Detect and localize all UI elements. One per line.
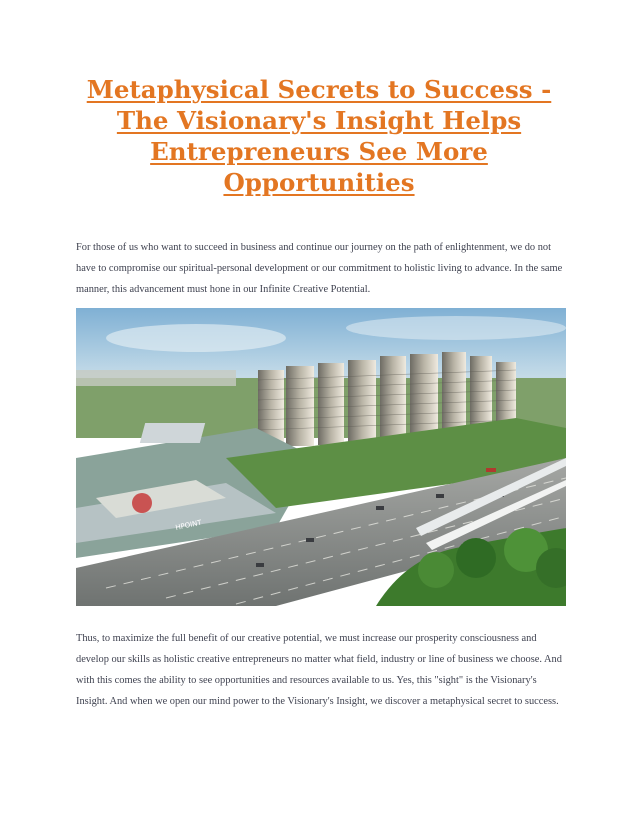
- mall-sign: HPOINT: [174, 518, 203, 532]
- development-aerial-photo: [76, 308, 566, 606]
- article-title: Metaphysical Secrets to Success - The Visionary's Insight Helps Entrepreneurs See More Opportunities: [86, 75, 552, 197]
- body-paragraph: Thus, to maximize the full benefit of our creative potential, we must increase our prosperity consciousness and develop our skills as holistic creative entrepreneurs no matter what field, industry or line of business we choose. And with this comes the ability to see opportunities and resources available to us. Yes, this "sight" is the Visionary's Insight. And when we open our mind power to the Visionary's Insight, we discover a metaphysical secret to success.: [76, 633, 562, 707]
- intro-paragraph: For those of us who want to succeed in business and continue our journey on the path of enlightenment, we do not have to compromise our spiritual-personal development or our commitment to holistic living to advance. In the same manner, this advancement must hone in our Infinite Creative Potential.: [76, 242, 563, 295]
